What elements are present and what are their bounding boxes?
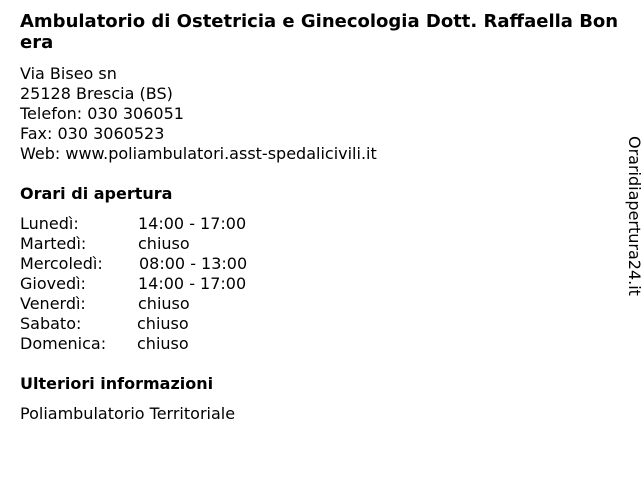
hours-row-thursday xyxy=(20,274,420,294)
hours-row-tuesday xyxy=(20,234,420,254)
page-title: Ambulatorio di Ostetricia e Ginecologia Dott. Raffaella Bonera xyxy=(20,11,619,53)
time-value: chiuso xyxy=(137,314,189,333)
day-label: Martedì: xyxy=(20,234,87,253)
time-value: chiuso xyxy=(138,234,190,253)
fax-number: Fax: 030 3060523 xyxy=(20,124,165,143)
more-info-text: Poliambulatorio Territoriale xyxy=(20,404,236,423)
time-value: 14:00 - 17:00 xyxy=(138,274,247,293)
contact-info xyxy=(20,64,610,164)
hours-row-sunday xyxy=(20,334,420,354)
time-value: chiuso xyxy=(137,334,189,353)
opening-hours-heading: Orari di apertura xyxy=(20,184,173,203)
day-label: Sabato: xyxy=(20,314,82,333)
day-label: Lunedì: xyxy=(20,214,79,233)
website: Web: www.poliambulatori.asst-spedalicivili.it xyxy=(20,144,377,163)
time-value: 14:00 - 17:00 xyxy=(138,214,247,233)
day-label: Venerdì: xyxy=(20,294,86,313)
hours-row-friday xyxy=(20,294,420,314)
address-street: Via Biseo sn xyxy=(20,64,117,83)
more-info-heading: Ulteriori informazioni xyxy=(20,374,214,393)
hours-row-saturday xyxy=(20,314,420,334)
time-value: 08:00 - 13:00 xyxy=(139,254,248,273)
address-city: 25128 Brescia (BS) xyxy=(20,84,173,103)
phone-number: Telefon: 030 306051 xyxy=(20,104,184,123)
day-label: Domenica: xyxy=(20,334,107,353)
day-label: Giovedì: xyxy=(20,274,86,293)
site-watermark: Oraridiapertura24.it xyxy=(625,136,644,296)
hours-row-wednesday xyxy=(20,254,420,274)
opening-hours-table xyxy=(20,214,420,354)
day-label: Mercoledì: xyxy=(20,254,103,273)
time-value: chiuso xyxy=(138,294,190,313)
hours-row-monday xyxy=(20,214,420,234)
